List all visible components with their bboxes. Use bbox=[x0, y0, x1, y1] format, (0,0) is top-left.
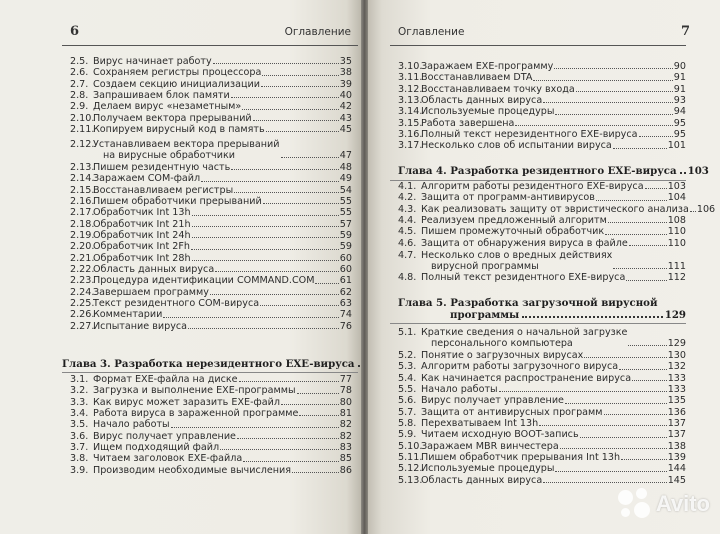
toc-entry-title: Восстанавливаем точку входа bbox=[421, 83, 575, 95]
toc-entry-page: 55 bbox=[339, 207, 352, 219]
toc-entry-number: 5.10. bbox=[398, 440, 423, 452]
toc-entry bbox=[70, 124, 352, 135]
toc-entry-title: Область данных вируса bbox=[421, 474, 543, 486]
toc-entry-title: Производим необходимые вычисления bbox=[93, 464, 292, 476]
toc-entry-page: 133 bbox=[667, 384, 686, 396]
toc-entry-title: Вирус получает управление bbox=[93, 430, 236, 442]
toc-entry bbox=[398, 384, 686, 395]
toc-entry-title: Комментарии bbox=[93, 309, 163, 321]
chapter-page: 129 bbox=[664, 309, 686, 321]
toc-entry bbox=[398, 272, 686, 283]
toc-list bbox=[70, 56, 352, 135]
toc-entry-title-continued: персонального компьютера bbox=[431, 338, 573, 350]
toc-entry-number: 5.6. bbox=[398, 395, 417, 407]
toc-entry-title: Копируем вирусный код в память bbox=[93, 124, 265, 136]
toc-entry-page: 106 bbox=[696, 203, 716, 215]
toc-entry bbox=[398, 72, 686, 83]
toc-entry-number: 5.2. bbox=[398, 350, 417, 361]
toc-entry-title: Перехватываем Int 13h bbox=[421, 418, 539, 430]
toc-entry bbox=[70, 287, 352, 298]
toc-entry-title: Создаем секцию инициализации bbox=[93, 78, 260, 90]
toc-entry-page: 93 bbox=[673, 95, 686, 107]
toc-entry-number: 5.3. bbox=[398, 361, 417, 373]
toc-entry bbox=[398, 95, 686, 106]
running-title: Оглавление bbox=[398, 26, 465, 38]
page-number: 6 bbox=[70, 24, 80, 39]
toc-entry-number: 5.4. bbox=[398, 372, 417, 384]
toc-entry-number: 5.11. bbox=[398, 452, 423, 464]
toc-entry-page: 49 bbox=[339, 173, 352, 185]
right-page bbox=[368, 0, 720, 534]
toc-entry bbox=[70, 298, 352, 309]
toc-entry-page: 59 bbox=[339, 230, 352, 242]
toc-entry-title: Область данных вируса bbox=[93, 264, 215, 276]
toc-entry-page: 85 bbox=[339, 453, 352, 465]
toc-entry bbox=[70, 196, 352, 207]
toc-entry-number: 2.7. bbox=[70, 78, 89, 90]
toc-list bbox=[70, 162, 352, 332]
toc-entry-number: 3.2. bbox=[70, 385, 89, 397]
toc-entry-number: 3.11. bbox=[398, 72, 423, 84]
toc-entry bbox=[398, 452, 686, 463]
toc-entry bbox=[70, 185, 352, 196]
toc-entry-page: 95 bbox=[673, 129, 686, 141]
toc-entry bbox=[70, 67, 352, 78]
toc-entry bbox=[398, 61, 686, 72]
toc-entry-number: 3.3. bbox=[70, 396, 89, 408]
toc-entry bbox=[398, 181, 686, 192]
toc-entry bbox=[70, 241, 352, 252]
toc-entry-number: 2.25. bbox=[70, 298, 95, 310]
toc-entry bbox=[398, 129, 686, 140]
toc-entry-page: 132 bbox=[667, 361, 686, 373]
toc-entry-number: 3.12. bbox=[398, 83, 423, 95]
toc-entry-title-continued: вирусной программы bbox=[431, 261, 539, 273]
chapter-title: Глава 5. Разработка загрузочной вирусной bbox=[398, 297, 658, 309]
toc-entry bbox=[70, 264, 352, 275]
toc-entry-number: 3.7. bbox=[70, 442, 89, 454]
toc-entry-number: 2.19. bbox=[70, 230, 95, 242]
toc-entry bbox=[70, 230, 352, 241]
toc-entry-title: Обработчик Int 28h bbox=[93, 252, 191, 264]
toc-list bbox=[398, 327, 686, 349]
chapter-heading bbox=[398, 297, 686, 321]
toc-entry-number: 4.7. bbox=[398, 250, 417, 261]
toc-entry-title: Текст резидентного COM-вируса bbox=[93, 298, 260, 310]
toc-entry bbox=[398, 350, 686, 361]
toc-entry bbox=[70, 113, 352, 124]
toc-entry-title: Заражаем EXE-программу bbox=[421, 61, 554, 72]
toc-entry-number: 3.1. bbox=[70, 374, 89, 385]
chapter-title: Глава 3. Разработка нерезидентного EXE-вируса bbox=[62, 358, 355, 370]
toc-entry-page: 91 bbox=[673, 83, 686, 95]
toc-entry-title: Используемые процедуры bbox=[421, 463, 555, 475]
toc-entry-page: 82 bbox=[339, 419, 352, 431]
toc-entry-page: 76 bbox=[339, 320, 352, 332]
toc-entry-number: 4.4. bbox=[398, 215, 417, 227]
toc-entry-title: Испытание вируса bbox=[93, 320, 188, 332]
toc-entry-number: 2.12. bbox=[70, 139, 95, 150]
toc-entry bbox=[70, 453, 352, 464]
toc-entry-page: 35 bbox=[339, 56, 352, 67]
toc-entry bbox=[398, 361, 686, 372]
toc-list bbox=[398, 350, 686, 486]
toc-entry bbox=[398, 106, 686, 117]
toc-entry-page: 38 bbox=[339, 67, 352, 79]
toc-entry bbox=[70, 219, 352, 230]
toc-entry bbox=[70, 442, 352, 453]
toc-entry-number: 3.9. bbox=[70, 464, 89, 476]
toc-entry-number: 2.21. bbox=[70, 252, 95, 264]
toc-entry-number: 4.5. bbox=[398, 226, 417, 238]
toc-entry-number: 2.13. bbox=[70, 162, 95, 173]
toc-entry bbox=[398, 140, 686, 151]
toc-entry-page: 60 bbox=[339, 264, 352, 276]
toc-entry-page: 138 bbox=[667, 440, 686, 452]
toc-entry-number: 2.17. bbox=[70, 207, 95, 219]
toc-entry-title: Как начинается распространение вируса bbox=[421, 372, 632, 384]
toc-entry-number: 4.2. bbox=[398, 192, 417, 204]
toc-entry-title: Заражаем MBR винчестера bbox=[421, 440, 559, 452]
toc-entry-page: 111 bbox=[667, 261, 686, 273]
toc-list bbox=[398, 181, 716, 249]
toc-entry bbox=[70, 385, 352, 396]
toc-entry-page: 83 bbox=[339, 442, 352, 454]
toc-entry bbox=[70, 309, 352, 320]
toc-list bbox=[398, 61, 686, 152]
toc-entry-page: 91 bbox=[673, 72, 686, 84]
toc-entry-page: 57 bbox=[339, 218, 352, 230]
toc-entry-number: 3.17. bbox=[398, 140, 423, 152]
toc-entry-page: 137 bbox=[667, 429, 686, 441]
chapter-rule bbox=[390, 323, 686, 324]
book-spine bbox=[361, 0, 368, 534]
toc-entry-page: 129 bbox=[667, 338, 686, 350]
toc-entry-title: Восстанавливаем регистры bbox=[93, 184, 234, 196]
toc-entry bbox=[70, 321, 352, 332]
toc-entry-page: 103 bbox=[667, 181, 686, 192]
toc-entry-number: 4.1. bbox=[398, 181, 417, 192]
toc-entry bbox=[398, 226, 686, 237]
toc-entry-page: 101 bbox=[667, 140, 686, 152]
toc-entry-number: 4.3. bbox=[398, 203, 417, 215]
toc-entry-page: 40 bbox=[339, 90, 352, 102]
toc-entry-title: Работа завершена bbox=[421, 117, 515, 129]
toc-entry bbox=[70, 101, 352, 112]
toc-entry-number: 2.16. bbox=[70, 196, 95, 208]
toc-entry-page: 108 bbox=[667, 215, 686, 227]
toc-entry-page: 81 bbox=[339, 408, 352, 420]
toc-entry-number: 5.5. bbox=[398, 384, 417, 396]
header-rule bbox=[390, 45, 686, 46]
toc-entry-title: Читаем заголовок EXE-файла bbox=[93, 453, 243, 465]
toc-entry bbox=[398, 250, 686, 272]
toc-entry-number: 5.8. bbox=[398, 418, 417, 430]
toc-entry-number: 4.6. bbox=[398, 237, 417, 249]
toc-entry-title: Полный текст резидентного EXE-вируса bbox=[421, 272, 626, 284]
toc-entry-page: 59 bbox=[339, 241, 352, 253]
toc-entry-number: 5.1. bbox=[398, 327, 417, 338]
toc-entry-page: 112 bbox=[667, 272, 686, 284]
toc-entry bbox=[70, 408, 352, 419]
toc-entry-page: 78 bbox=[339, 385, 352, 397]
toc-entry-number: 3.10. bbox=[398, 61, 423, 72]
toc-entry-number: 3.8. bbox=[70, 453, 89, 465]
toc-entry-page: 74 bbox=[339, 309, 352, 321]
toc-entry-title: Запрашиваем блок памяти bbox=[93, 90, 230, 102]
avito-watermark bbox=[618, 488, 710, 520]
toc-entry-number: 2.15. bbox=[70, 184, 95, 196]
toc-entry bbox=[398, 475, 686, 486]
toc-entry-number: 2.5. bbox=[70, 56, 89, 67]
toc-entry-page: 110 bbox=[667, 237, 686, 249]
toc-entry-number: 5.9. bbox=[398, 429, 417, 441]
toc-entry-page: 86 bbox=[339, 464, 352, 476]
chapter-heading bbox=[398, 165, 709, 177]
toc-entry-title: Работа вируса в зараженной программе bbox=[93, 408, 299, 420]
toc-entry-page: 94 bbox=[673, 106, 686, 118]
toc-entry-number: 4.8. bbox=[398, 272, 417, 284]
toc-entry-page: 54 bbox=[339, 184, 352, 196]
toc-entry-page: 82 bbox=[339, 430, 352, 442]
toc-entry-title: Как реализовать защиту от эвристического анализа bbox=[421, 203, 689, 215]
toc-entry-page: 60 bbox=[339, 252, 352, 264]
toc-entry bbox=[398, 327, 686, 349]
toc-entry-number: 2.22. bbox=[70, 264, 95, 276]
toc-list bbox=[70, 139, 352, 161]
toc-entry bbox=[70, 56, 352, 67]
toc-entry-title: Обработчик Int 13h bbox=[93, 207, 191, 219]
toc-entry-title: Завершаем программу bbox=[93, 286, 209, 298]
toc-entry-page: 39 bbox=[339, 78, 352, 90]
toc-entry bbox=[398, 203, 716, 215]
toc-entry-title: Начало работы bbox=[93, 419, 170, 431]
toc-entry-title: Получаем вектора прерываний bbox=[93, 112, 252, 124]
toc-entry-title: Защита от программ-антивирусов bbox=[421, 192, 595, 204]
toc-entry-title: Реализуем предложенный алгоритм bbox=[421, 215, 607, 227]
toc-entry-page: 135 bbox=[667, 395, 686, 407]
toc-entry bbox=[70, 139, 352, 161]
toc-entry-page: 47 bbox=[339, 150, 352, 162]
toc-entry-title: Обработчик Int 24h bbox=[93, 230, 191, 242]
toc-entry-title: Обработчик Int 2Fh bbox=[93, 241, 190, 253]
toc-entry-title: Краткие сведения о начальной загрузке bbox=[421, 327, 628, 338]
watermark-text: Avito bbox=[655, 491, 710, 516]
toc-entry-page: 144 bbox=[667, 463, 686, 475]
toc-entry-title: Как вирус может заразить EXE-файл bbox=[93, 396, 280, 408]
toc-entry-title-continued: на вирусные обработчики bbox=[103, 150, 235, 162]
toc-entry-number: 5.13. bbox=[398, 474, 423, 486]
chapter-heading bbox=[62, 358, 355, 370]
toc-entry-title: Заражаем COM-файл bbox=[93, 173, 201, 185]
toc-entry-title: Устанавливаем вектора прерываний bbox=[93, 139, 280, 150]
toc-entry-number: 2.20. bbox=[70, 241, 95, 253]
toc-entry-number: 2.18. bbox=[70, 218, 95, 230]
toc-entry bbox=[70, 79, 352, 90]
toc-entry-title: Пишем обработчики прерываний bbox=[93, 196, 262, 208]
toc-entry-page: 145 bbox=[667, 474, 686, 486]
toc-entry-number: 3.13. bbox=[398, 95, 423, 107]
toc-entry-title: Алгоритм работы резидентного EXE-вируса bbox=[421, 181, 644, 192]
toc-entry-title: Делаем вирус «незаметным» bbox=[93, 101, 242, 113]
toc-entry-title: Несколько слов об испытании вируса bbox=[421, 140, 612, 152]
toc-entry-title: Защита от обнаружения вируса в файле bbox=[421, 237, 628, 249]
toc-entry-page: 90 bbox=[673, 61, 686, 72]
toc-entry-title: Читаем исходную BOOT-запись bbox=[421, 429, 579, 441]
toc-entry-page: 80 bbox=[339, 396, 352, 408]
toc-entry-page: 43 bbox=[339, 112, 352, 124]
toc-entry-page: 48 bbox=[339, 162, 352, 173]
toc-entry-page: 139 bbox=[667, 452, 686, 464]
toc-entry bbox=[70, 207, 352, 218]
toc-entry-number: 3.14. bbox=[398, 106, 423, 118]
toc-entry bbox=[398, 407, 686, 418]
toc-entry bbox=[398, 395, 686, 406]
toc-entry-number: 3.15. bbox=[398, 117, 423, 129]
toc-entry bbox=[70, 397, 352, 408]
toc-entry-number: 2.27. bbox=[70, 320, 95, 332]
toc-entry-number: 2.23. bbox=[70, 275, 95, 287]
toc-entry-number: 5.7. bbox=[398, 406, 417, 418]
chapter-title-continued: программы bbox=[450, 309, 520, 321]
toc-entry-title: Понятие о загрузочных вирусах bbox=[421, 350, 584, 361]
toc-entry-page: 95 bbox=[673, 117, 686, 129]
toc-entry bbox=[70, 431, 352, 442]
toc-entry bbox=[398, 192, 686, 203]
toc-entry-title: Используемые процедуры bbox=[421, 106, 555, 118]
toc-entry-title: Вирус начинает работу bbox=[93, 56, 212, 67]
toc-entry-page: 136 bbox=[667, 406, 686, 418]
toc-entry-number: 3.6. bbox=[70, 430, 89, 442]
chapter-rule bbox=[62, 372, 358, 373]
toc-entry-title: Несколько слов о вредных действиях bbox=[421, 250, 613, 261]
toc-entry-page: 61 bbox=[339, 275, 352, 287]
toc-entry bbox=[70, 419, 352, 430]
toc-entry-number: 2.14. bbox=[70, 173, 95, 185]
toc-entry-page: 104 bbox=[667, 192, 686, 204]
toc-entry bbox=[70, 275, 352, 286]
toc-entry-number: 2.26. bbox=[70, 309, 95, 321]
toc-entry-number: 2.24. bbox=[70, 286, 95, 298]
toc-entry-number: 3.4. bbox=[70, 408, 89, 420]
toc-entry-number: 3.16. bbox=[398, 129, 423, 141]
toc-entry-title: Ищем подходящий файл bbox=[93, 442, 220, 454]
toc-entry bbox=[70, 90, 352, 101]
toc-entry-number: 2.6. bbox=[70, 67, 89, 79]
toc-entry bbox=[70, 253, 352, 264]
toc-entry-title: Область данных вируса bbox=[421, 95, 543, 107]
toc-entry-page: 110 bbox=[667, 226, 686, 238]
toc-entry-number: 2.10. bbox=[70, 112, 95, 124]
toc-entry-page: 137 bbox=[667, 418, 686, 430]
toc-entry-title: Обработчик Int 21h bbox=[93, 218, 191, 230]
toc-entry-title: Формат EXE-файла на диске bbox=[93, 374, 238, 385]
toc-entry bbox=[398, 463, 686, 474]
toc-entry bbox=[70, 374, 352, 385]
toc-entry bbox=[398, 84, 686, 95]
toc-entry bbox=[70, 173, 352, 184]
toc-entry-title: Сохраняем регистры процессора bbox=[93, 67, 262, 79]
toc-entry-title: Пишем обработчик прерывания Int 13h bbox=[421, 452, 621, 464]
toc-entry bbox=[398, 373, 686, 384]
toc-entry-title: Начало работы bbox=[421, 384, 498, 396]
toc-entry-page: 130 bbox=[667, 350, 686, 361]
toc-entry-number: 2.9. bbox=[70, 101, 89, 113]
toc-entry-title: Пишем промежуточный обработчик bbox=[421, 226, 605, 238]
toc-entry-title: Алгоритм работы загрузочного вируса bbox=[421, 361, 619, 373]
toc-entry bbox=[398, 429, 686, 440]
toc-entry bbox=[398, 418, 686, 429]
chapter-page: 103 bbox=[687, 165, 709, 177]
toc-list bbox=[398, 250, 686, 284]
toc-entry-title: Процедура идентификации COMMAND.COM bbox=[93, 275, 315, 287]
toc-entry-title: Полный текст нерезидентного EXE-вируса bbox=[421, 129, 638, 141]
toc-entry-page: 62 bbox=[339, 286, 352, 298]
toc-entry-title: Защита от антивирусных программ bbox=[421, 406, 603, 418]
toc-entry-page: 133 bbox=[667, 372, 686, 384]
toc-entry-page: 55 bbox=[339, 196, 352, 208]
toc-entry-title: Восстанавливаем DTA bbox=[421, 72, 533, 84]
toc-entry bbox=[70, 465, 352, 476]
toc-entry-number: 2.11. bbox=[70, 124, 95, 136]
toc-entry bbox=[398, 215, 686, 226]
chapter-title: Глава 4. Разработка резидентного EXE-вируса bbox=[398, 165, 677, 177]
toc-entry-title: Пишем резидентную часть bbox=[93, 162, 231, 173]
toc-entry-page: 63 bbox=[339, 298, 352, 310]
header-rule bbox=[62, 45, 358, 46]
toc-entry-title: Вирус получает управление bbox=[421, 395, 564, 407]
toc-entry bbox=[70, 162, 352, 173]
toc-entry-number: 5.12. bbox=[398, 463, 423, 475]
toc-entry bbox=[398, 238, 686, 249]
toc-entry bbox=[398, 441, 686, 452]
toc-entry-page: 45 bbox=[339, 124, 352, 136]
avito-logo-icon bbox=[618, 488, 650, 520]
toc-entry bbox=[398, 118, 686, 129]
toc-entry-number: 3.5. bbox=[70, 419, 89, 431]
toc-entry-number: 2.8. bbox=[70, 90, 89, 102]
running-title: Оглавление bbox=[284, 26, 351, 38]
page-number: 7 bbox=[681, 24, 691, 39]
toc-entry-page: 42 bbox=[339, 101, 352, 113]
toc-list bbox=[70, 374, 352, 476]
toc-entry-title: Загрузка и выполнение EXE-программы bbox=[93, 385, 296, 397]
toc-entry-page: 77 bbox=[339, 374, 352, 385]
